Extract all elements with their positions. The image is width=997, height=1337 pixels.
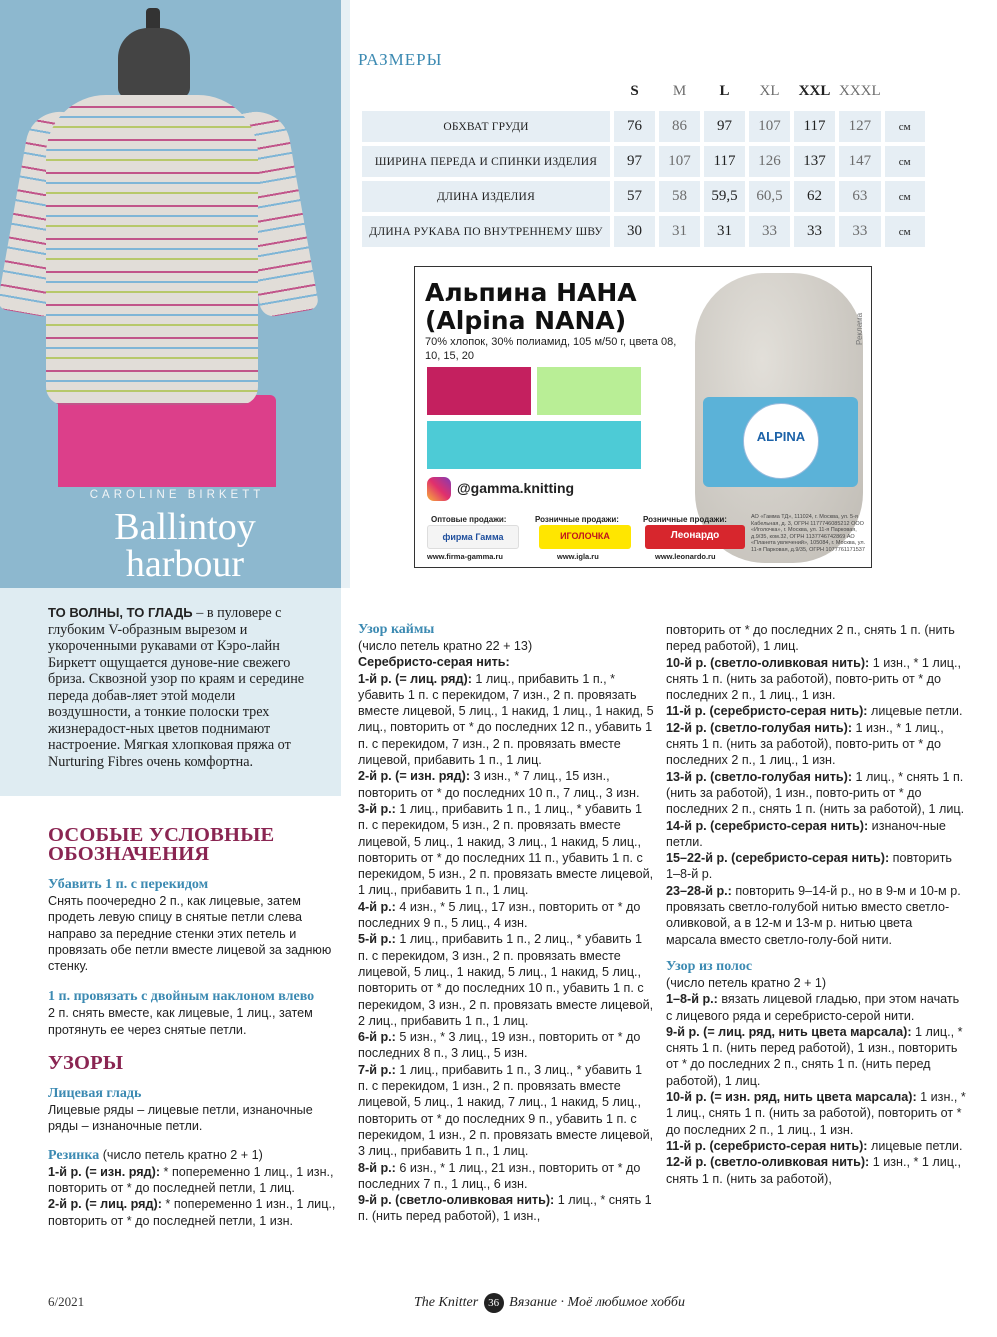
pattern-row (666, 703, 966, 719)
size-header: M (659, 76, 700, 107)
size-row-label: ДЛИНА ИЗДЕЛИЯ (362, 181, 610, 212)
pink-skirt (58, 395, 276, 487)
row-text: 1 изн., * 1 лиц., снять 1 п. (нить за работой), (666, 1155, 961, 1186)
row-label: 1-й р. (= лиц. ряд): (358, 671, 472, 686)
size-row (362, 216, 925, 247)
sizes-header-row (362, 76, 925, 107)
pattern-row (358, 899, 654, 932)
row-text: 1 изн., * 1 лиц., снять 1 п. (нить за работой), повто-рить от * до последних 2 п., 1 лиц., 1 изн. (666, 720, 944, 768)
unit-header (885, 76, 925, 107)
row-label: 5-й р.: (358, 932, 396, 947)
magazine-subtitle: Вязание · Моё любимое хобби (509, 1295, 685, 1311)
pattern-row (666, 818, 966, 851)
row-text: 1 лиц., прибавить 1 п., 1 лиц., * убавить 1 п. с перекидом, 5 изн., 2 п. провязать вместе лицевой, 5 лиц., 1 накид, 3 лиц., 1 накид, 5 лиц., повторить от * до последних 11 п., убавить 1 п. с перекидом, 5 изн., 2 п. провязать вместе лицевой, 1 лиц., прибавить 1 п., 1 лиц. (358, 801, 654, 898)
yarn-advertisement (414, 266, 872, 568)
striped-sweater (46, 95, 258, 405)
seller-url: www.firma-gamma.ru (427, 552, 503, 561)
column-2 (358, 622, 654, 1225)
size-row (362, 146, 925, 177)
size-cell: 62 (794, 181, 835, 212)
intro-lead: ТО ВОЛНЫ, ТО ГЛАДЬ (48, 605, 193, 620)
row-label: 9-й р. (= лиц. ряд, нить цвета марсала): (666, 1024, 912, 1039)
pattern-row (358, 1192, 654, 1225)
rib-row (48, 1164, 340, 1197)
size-header: XXXL (839, 76, 881, 107)
row-label: 2-й р. (= изн. ряд): (358, 769, 471, 784)
ad-description: 70% хлопок, 30% полиамид, 105 м/50 г, цвета 08, 10, 15, 20 (425, 336, 677, 362)
pattern-row (666, 655, 966, 704)
section-heading: 1 п. провязать с двойным наклоном влево (48, 989, 315, 1005)
border-pattern-heading: Узор каймы (358, 622, 435, 637)
size-header: XL (749, 76, 790, 107)
size-cell: 137 (794, 146, 835, 177)
ad-title-ru: Альпина НАНА (425, 278, 637, 307)
photo-edge-strip (341, 0, 350, 588)
sizes-table (358, 72, 929, 251)
row-label: 14-й р. (серебристо-серая нить): (666, 818, 869, 833)
section-text: 2 п. снять вместе, как лицевые, 1 лиц., затем протянуть ее через снятые петли. (48, 1006, 313, 1037)
row-label: 12-й р. (светло-оливковая нить): (666, 1155, 870, 1170)
seller-logo-gamma: фирма Гамма (427, 525, 519, 549)
row-text: вязать лицевой гладью, при этом начать с лицевого ряда и серебристо-серой нити. (666, 992, 960, 1023)
row-label: 15–22-й р. (серебристо-серая нить): (666, 851, 890, 866)
instagram-icon (427, 477, 451, 501)
alpina-brand-text: ALPINA (756, 429, 806, 444)
column-1 (48, 826, 340, 1229)
section-heading: Лицевая гладь (48, 1086, 142, 1102)
pattern-rows (666, 622, 966, 948)
row-text: 4 изн., * 5 лиц., 17 изн., повторить от * до последних 9 п., 5 лиц., 4 изн. (358, 899, 641, 931)
pattern-title-line2: harbour (125, 543, 245, 585)
row-text: 1 изн., * 1 лиц., снять 1 п. (нить за работой), повторить от * до последних 2 п., 1 лиц., 1 изн. (666, 1090, 966, 1137)
pattern-row (666, 622, 966, 655)
issue-number: 6/2021 (48, 1294, 85, 1309)
yarn-swatch-turquoise (427, 421, 641, 469)
size-unit: см (885, 111, 925, 142)
row-label: 12-й р. (светло-голубая нить): (666, 720, 853, 735)
size-cell: 33 (749, 216, 790, 247)
size-cell: 76 (614, 111, 655, 142)
advert-marker: Реклама (855, 312, 864, 345)
size-cell: 30 (614, 216, 655, 247)
footer-magazine (414, 1293, 685, 1313)
pattern-row (358, 768, 654, 801)
row-label: 4-й р.: (358, 899, 396, 914)
size-cell: 107 (659, 146, 700, 177)
pattern-note: (число петель кратно 22 + 13) (358, 639, 533, 653)
sizes-corner (362, 76, 610, 107)
row-text: 1 лиц., прибавить 1 п., * убавить 1 п. с перекидом, 7 изн., 2 п. провязать вместе лицевой, 5 лиц., 1 накид, 1 лиц., 1 накид, 5 лиц., повторить от * до последних 12 п., убавить 1 п. с перекидом, 7 изн., 2 п. провязать вместе лицевой, прибавить 1 п., 1 лиц. (358, 671, 654, 768)
size-cell: 126 (749, 146, 790, 177)
pattern-row (666, 720, 966, 769)
row-label: 11-й р. (серебристо-серая нить): (666, 1138, 868, 1153)
designer-name: CAROLINE BIRKETT (89, 489, 265, 501)
row-text: 1 лиц., прибавить 1 п., 3 лиц., * убавить 1 п. с перекидом, 1 изн., 2 п. провязать вместе лицевой, 5 лиц., 1 накид, 7 лиц., 1 накид, 5 лиц., повторить от * до последних 9 п., убавить 1 п. с перекидом, 1 изн., 2 п. провязать вместе лицевой, 3 лиц., прибавить 1 п., 1 лиц. (358, 1062, 654, 1159)
row-text: 1 лиц., * снять 1 п. (нить за работой), 1 изн., повто-рить от * до последних 2 п., снять 1 п. (нить за работой), 1 лиц. (666, 769, 965, 817)
rib-title: Резинка (48, 1147, 100, 1163)
patterns-heading: УЗОРЫ (48, 1052, 124, 1075)
seller-url: www.igla.ru (557, 552, 599, 561)
size-cell: 86 (659, 111, 700, 142)
row-label: 23–28-й р.: (666, 883, 732, 898)
row-label: 8-й р.: (358, 1160, 396, 1175)
row-label: 10-й р. (= изн. ряд, нить цвета марсала): (666, 1090, 917, 1105)
size-cell: 97 (614, 146, 655, 177)
row-text: лицевые петли. (867, 704, 963, 719)
pattern-row (358, 1160, 654, 1193)
intro-text (48, 605, 320, 770)
row-label: 11-й р. (серебристо-серая нить): (666, 704, 868, 719)
column-3 (666, 622, 966, 1187)
special-notations-heading: ОСОБЫЕ УСЛОВНЫЕ ОБОЗНАЧЕНИЯ (48, 824, 275, 865)
section-text: Лицевые ряды – лицевые петли, изнаночные ряды – изнаночные петли. (48, 1103, 313, 1134)
row-label: 2-й р. (= лиц. ряд): (48, 1197, 162, 1212)
pattern-rows (666, 991, 966, 1187)
pattern-row (666, 1154, 966, 1187)
row-text: 1 лиц., * снять 1 п. (нить перед работой), 1 изн., повторить от * до последних 2 п., снять 1 п. (нить перед работой), 1 лиц. (666, 1024, 963, 1088)
yarn-note (358, 654, 654, 670)
size-unit: см (885, 216, 925, 247)
row-label: 13-й р. (светло-голубая нить): (666, 769, 853, 784)
size-header: XXL (794, 76, 835, 107)
pattern-title-line1: Ballintoy (114, 506, 256, 548)
mannequin-neck (118, 28, 190, 98)
size-cell: 117 (794, 111, 835, 142)
row-label: 1-й р. (= изн. ряд): (48, 1164, 161, 1179)
size-cell: 63 (839, 181, 881, 212)
pattern-row (666, 1089, 966, 1138)
row-text: лицевые петли. (867, 1138, 963, 1153)
size-unit: см (885, 146, 925, 177)
pattern-row (666, 1024, 966, 1089)
seller-logo-leonardo: Леонардо (645, 525, 745, 549)
intro-body: – в пуловере с глубоким V-образным вырезом и укороченными рукавами от Кэро-лайн Биркетт ощущается дунове-ние свежего бриза. Сквозной узор по краям и середине переда добав-ляет этой модели воздушности, а тонкие полоски трех жизнерадост-ных цветов поднимают настроение. Мягкая хлопковая пряжа от Nurturing Fibres очень комфортна. (48, 605, 305, 770)
row-label: 9-й р. (светло-оливковая нить): (358, 1193, 555, 1208)
pattern-row (666, 1138, 966, 1154)
size-header: L (704, 76, 745, 107)
row-text: повторить от * до последних 2 п., снять 1 п. (нить перед работой), 1 лиц. (666, 623, 955, 654)
size-row (362, 181, 925, 212)
row-text: 6 изн., * 1 лиц., 21 изн., повторить от * до последних 7 п., 1 лиц., 6 изн. (358, 1160, 641, 1191)
ad-title-en: (Alpina NANA) (425, 306, 627, 335)
ad-title (425, 279, 637, 335)
row-label: 3-й р.: (358, 801, 396, 816)
row-text: * попеременно 1 изн., 1 лиц., повторить от * до последней петли, 1 изн. (48, 1197, 336, 1228)
size-cell: 147 (839, 146, 881, 177)
pattern-title (60, 506, 310, 585)
row-text: 1 изн., * 1 лиц., снять 1 п. (нить за работой), повто-рить от * до последних 2 п., 1 лиц., 1 изн. (666, 655, 961, 703)
pattern-row (358, 1029, 654, 1062)
size-header: S (614, 76, 655, 107)
size-cell: 58 (659, 181, 700, 212)
size-cell: 117 (704, 146, 745, 177)
pattern-row (666, 850, 966, 883)
size-row-label: ДЛИНА РУКАВА ПО ВНУТРЕННЕМУ ШВУ (362, 216, 610, 247)
sizes-heading: РАЗМЕРЫ (358, 50, 443, 69)
instagram-handle: @gamma.knitting (457, 480, 575, 496)
size-row (362, 111, 925, 142)
row-text: повторить 1–8-й р. (666, 851, 952, 882)
pattern-row (666, 769, 966, 818)
rib-row (48, 1196, 340, 1229)
row-label: 6-й р.: (358, 1030, 396, 1045)
section-heading: Убавить 1 п. с перекидом (48, 877, 209, 892)
pattern-row (666, 883, 966, 948)
pattern-row (358, 1062, 654, 1160)
row-text: 5 изн., * 3 лиц., 19 изн., повторить от * до последних 8 п., 3 лиц., 5 изн. (358, 1030, 641, 1061)
row-text: изнаноч-ные петли. (666, 818, 946, 849)
cover-photo (0, 0, 341, 588)
rib-note: (число петель кратно 2 + 1) (99, 1147, 263, 1162)
size-cell: 33 (794, 216, 835, 247)
size-cell: 127 (839, 111, 881, 142)
rib-heading (48, 1147, 340, 1164)
row-label: 10-й р. (светло-оливковая нить): (666, 655, 870, 670)
row-text: * попеременно 1 лиц., 1 изн., повторить от * до последней петли, 1 лиц. (48, 1164, 334, 1195)
size-cell: 31 (659, 216, 700, 247)
row-text: 1 лиц., * снять 1 п. (нить перед работой), 1 изн., (358, 1193, 652, 1224)
seller-heading: Розничные продажи: (535, 515, 619, 524)
legal-text: АО «Гамма ТД», 111024, г. Москва, ул. 5-я Кабельная, д. 3, ОГРН 1177746085212 ООО «Иголочка», г. Москва, ул. 11-я Парковая, д.9/35, ком.32, ОГРН 1137746742869 АО «Планета увлечений», 105084, г. Москва, ул. 11-я Парковая, д.9/35, ОГРН 1077761171537 (751, 514, 866, 553)
magazine-name: The Knitter (414, 1295, 479, 1311)
pattern-row (358, 931, 654, 1029)
page-number: 36 (484, 1293, 504, 1313)
row-text: повторить 9–14-й р., но в 9-м и 10-м р. провязать светло-голубой нитью вместо светло-оливковой, а в 12-м и 13-м р. нитью цвета марсала вместо светло-голу-бой нити. (666, 883, 961, 947)
yarn-swatch-magenta (427, 367, 531, 415)
row-text: 1 лиц., прибавить 1 п., 2 лиц., * убавить 1 п. с перекидом, 3 изн., 2 п. провязать вместе лицевой, 5 лиц., 1 накид, 5 лиц., 1 накид, 5 лиц., повторить от * до последних 10 п., убавить 1 п. с перекидом, 3 изн., 2 п. провязать вместе лицевой, 2 лиц., прибавить 1 п., 1 лиц. (358, 932, 654, 1028)
section-text: Снять поочередно 2 п., как лицевые, затем продеть левую спицу в снятые петли слева направо за передние стенки этих петель и провязать обе петли вместе лицевой за заднюю стенку. (48, 894, 332, 974)
yarn-note-text: Серебристо-серая нить: (358, 655, 510, 670)
size-cell: 31 (704, 216, 745, 247)
size-cell: 33 (839, 216, 881, 247)
pattern-note: (число петель кратно 2 + 1) (666, 975, 827, 990)
seller-heading: Розничные продажи: (643, 515, 727, 524)
row-text: 3 изн., * 7 лиц., 15 изн., повторить от * до последних 10 п., 7 лиц., 3 изн. (358, 769, 640, 800)
size-unit: см (885, 181, 925, 212)
yarn-swatch-lime (537, 367, 641, 415)
size-cell: 59,5 (704, 181, 745, 212)
pattern-row (358, 671, 654, 769)
size-row-label: ШИРИНА ПЕРЕДА И СПИНКИ ИЗДЕЛИЯ (362, 146, 610, 177)
size-row-label: ОБХВАТ ГРУДИ (362, 111, 610, 142)
seller-url: www.leonardo.ru (655, 552, 716, 561)
pattern-rows (358, 671, 654, 1225)
seller-logo-igolochka: ИГОЛОЧКА (539, 525, 631, 549)
row-label: 1–8-й р.: (666, 992, 718, 1007)
pattern-row (666, 991, 966, 1024)
row-label: 7-й р.: (358, 1062, 396, 1077)
size-cell: 60,5 (749, 181, 790, 212)
size-cell: 97 (704, 111, 745, 142)
size-cell: 107 (749, 111, 790, 142)
size-cell: 57 (614, 181, 655, 212)
stripe-pattern-heading: Узор из полос (666, 958, 753, 974)
seller-heading: Оптовые продажи: (431, 515, 507, 524)
pattern-row (358, 801, 654, 899)
